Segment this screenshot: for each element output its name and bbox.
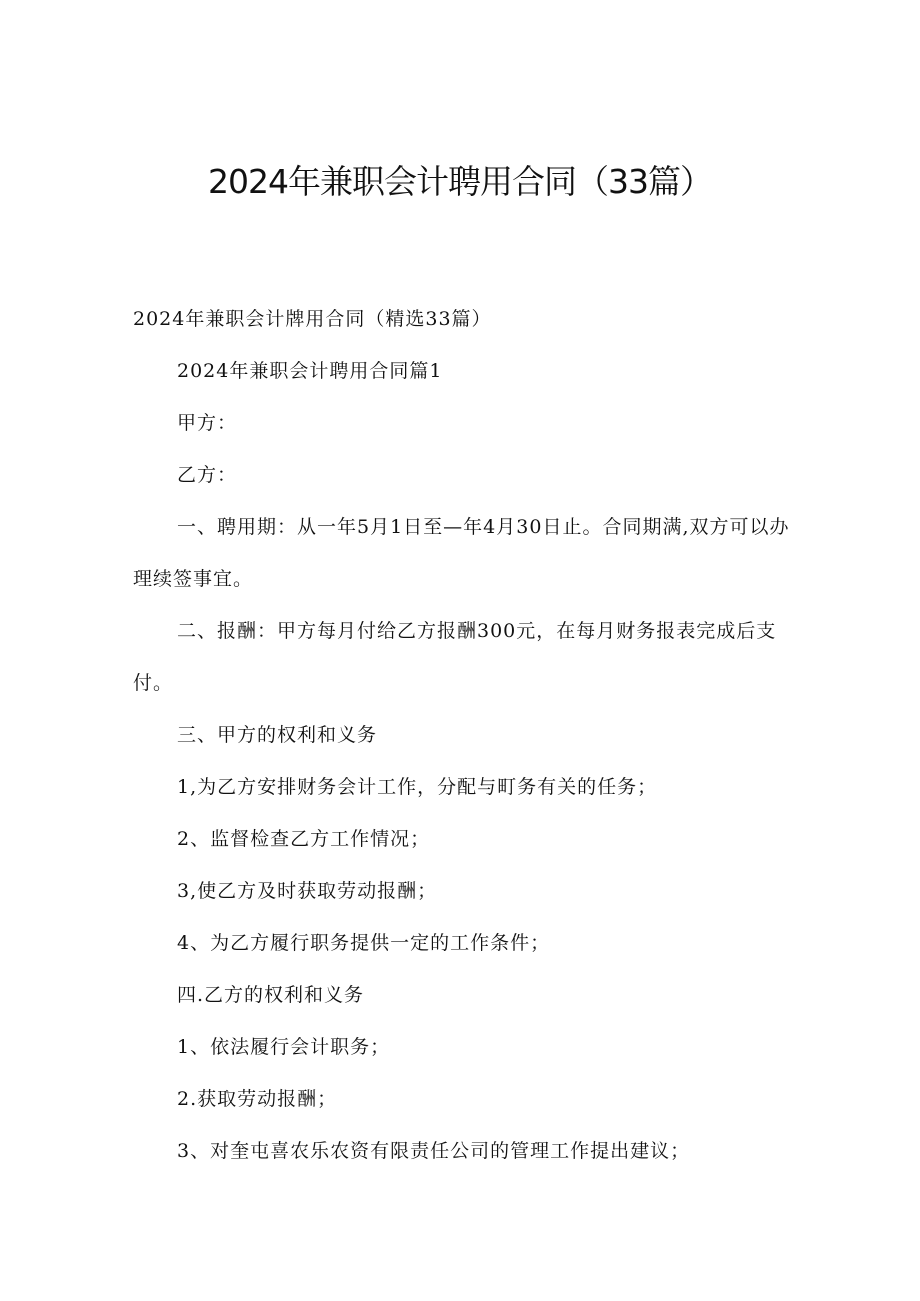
document-body — [133, 306, 793, 1190]
clause-remuneration-line2: 付。 — [133, 672, 174, 694]
party-a-label: 甲方： — [177, 412, 238, 434]
document-title: 2024年兼职会计聘用合同（33篇） — [208, 162, 712, 201]
list-item: 2.获取劳动报酬； — [177, 1088, 338, 1110]
clause-remuneration — [133, 618, 793, 696]
clause-employment-period-line2: 理续签事宜。 — [133, 568, 254, 590]
clause-employment-period — [133, 514, 793, 592]
list-item: 3、对奎屯喜农乐农资有限责任公司的管理工作提出建议； — [177, 1140, 691, 1162]
list-item: 1,为乙方安排财务会计工作，分配与町务有关的任务； — [177, 776, 658, 798]
section-heading: 2024年兼职会计聘用合同篇1 — [177, 360, 443, 382]
clause-party-b-heading: 四.乙方的权利和义务 — [177, 984, 365, 1006]
list-item: 2、监督检查乙方工作情况； — [177, 828, 431, 850]
clause-party-a-heading: 三、甲方的权利和义务 — [177, 724, 378, 746]
party-b-label: 乙方： — [177, 464, 238, 486]
clause-remuneration-line1: 二、报酬：甲方每月付给乙方报酬300元，在每月财务报表完成后支 — [177, 620, 777, 642]
clause-employment-period-line1: 一、聘用期：从一年5月1日至—年4月30日止。合同期满,双方可以办 — [177, 516, 790, 538]
list-item: 4、为乙方履行职务提供一定的工作条件； — [177, 932, 551, 954]
list-item: 3,使乙方及时获取劳动报酬； — [177, 880, 438, 902]
list-item: 1、依法履行会计职务； — [177, 1036, 391, 1058]
document-subtitle: 2024年兼职会计牌用合同（精选33篇） — [133, 308, 492, 330]
